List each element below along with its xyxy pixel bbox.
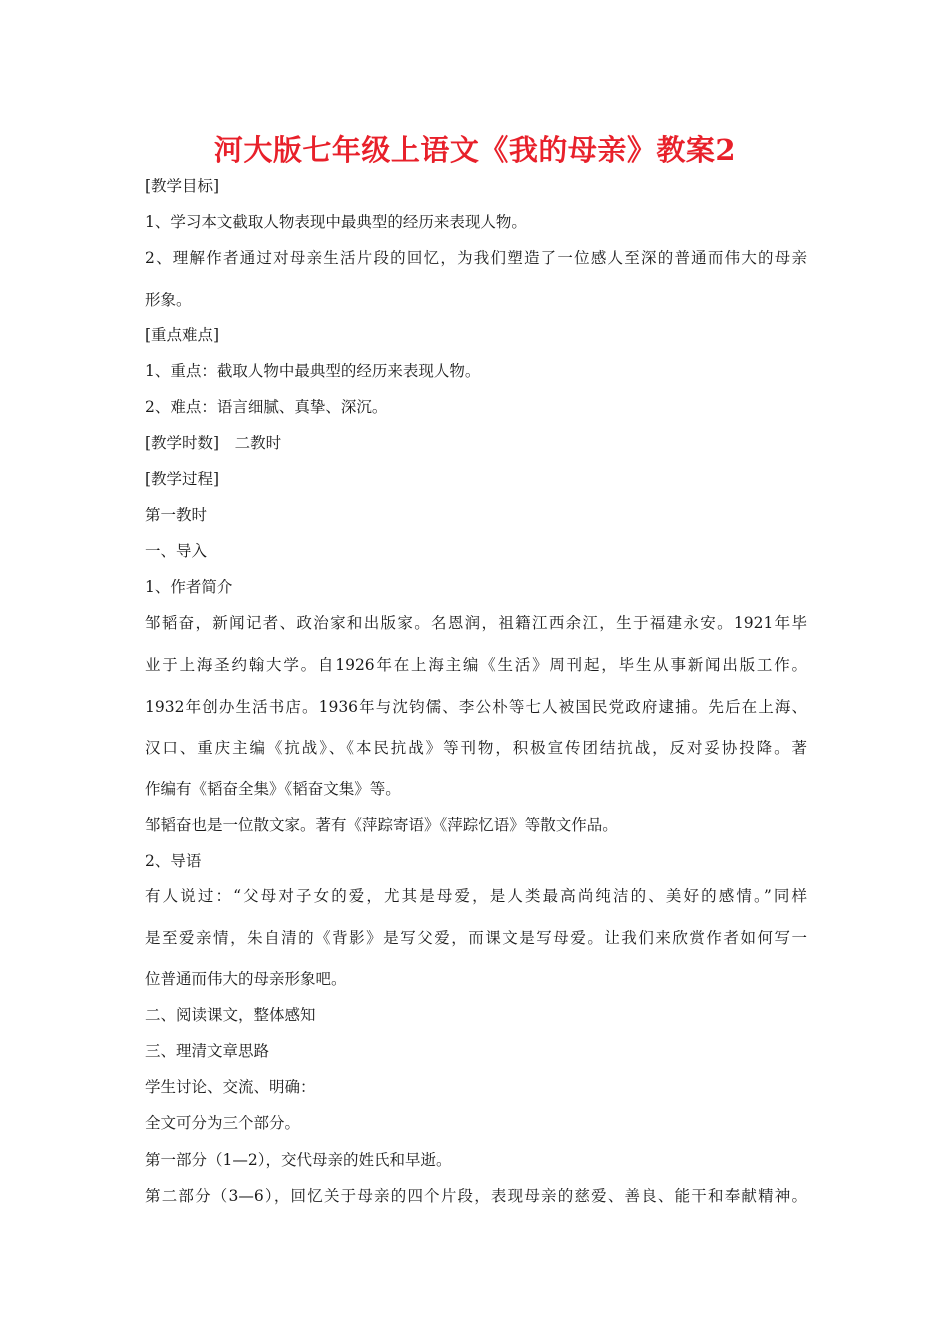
paragraph-line: 邹韬奋，新闻记者、政治家和出版家。名恩润，祖籍江西余江，生于福建永安。1921年毕 — [145, 614, 807, 632]
paragraph-line: 作编有《韬奋全集》《韬奋文集》等。 — [145, 780, 401, 798]
paragraph-line: 邹韬奋也是一位散文家。著有《萍踪寄语》《萍踪忆语》等散文作品。 — [145, 816, 618, 834]
paragraph-line: 2、导语 — [145, 852, 202, 870]
paragraph-line: 三、理清文章思路 — [145, 1042, 270, 1060]
paragraph-line: 2、难点：语言细腻、真挚、深沉。 — [145, 398, 388, 416]
paragraph-line: 1932年创办生活书店。1936年与沈钧儒、李公朴等七人被国民党政府逮捕。先后在上海、 — [145, 698, 807, 716]
paragraph-line: 第一教时 — [145, 506, 208, 524]
paragraph-line: 1、作者简介 — [145, 578, 233, 596]
section-heading-objectives: [教学目标] — [145, 177, 220, 195]
document-title: 河大版七年级上语文《我的母亲》教案2 — [213, 133, 737, 167]
paragraph-line: 二、阅读课文，整体感知 — [145, 1006, 316, 1024]
paragraph-line: 形象。 — [145, 291, 192, 309]
paragraph-line: 第一部分（1—2），交代母亲的姓氏和早逝。 — [145, 1151, 452, 1169]
paragraph-line: 1、重点：截取人物中最典型的经历来表现人物。 — [145, 362, 481, 380]
section-heading-hours: [教学时数] 二教时 — [145, 434, 282, 452]
paragraph-line: 一、导入 — [145, 542, 208, 560]
paragraph-line: 学生讨论、交流、明确： — [145, 1078, 316, 1096]
paragraph-line: 2、理解作者通过对母亲生活片段的回忆，为我们塑造了一位感人至深的普通而伟大的母亲 — [145, 249, 807, 267]
paragraph-line: 汉口、重庆主编《抗战》、《本民抗战》等刊物，积极宣传团结抗战，反对妥协投降。著 — [145, 739, 807, 757]
section-heading-process: [教学过程] — [145, 470, 220, 488]
paragraph-line: 第二部分（3—6），回忆关于母亲的四个片段，表现母亲的慈爱、善良、能干和奉献精神。 — [145, 1187, 807, 1205]
paragraph-line: 业于上海圣约翰大学。自1926年在上海主编《生活》周刊起，毕生从事新闻出版工作。 — [145, 656, 807, 674]
paragraph-line: 是至爱亲情，朱自清的《背影》是写父爱，而课文是写母爱。让我们来欣赏作者如何写一 — [145, 929, 807, 947]
paragraph-line: 位普通而伟大的母亲形象吧。 — [145, 970, 347, 988]
paragraph-line: 1、学习本文截取人物表现中最典型的经历来表现人物。 — [145, 213, 527, 231]
paragraph-line: 有人说过：“父母对子女的爱，尤其是母爱，是人类最高尚纯洁的、美好的感情。”同样 — [145, 887, 807, 905]
section-heading-key-points: [重点难点] — [145, 326, 220, 344]
paragraph-line: 全文可分为三个部分。 — [145, 1114, 301, 1132]
